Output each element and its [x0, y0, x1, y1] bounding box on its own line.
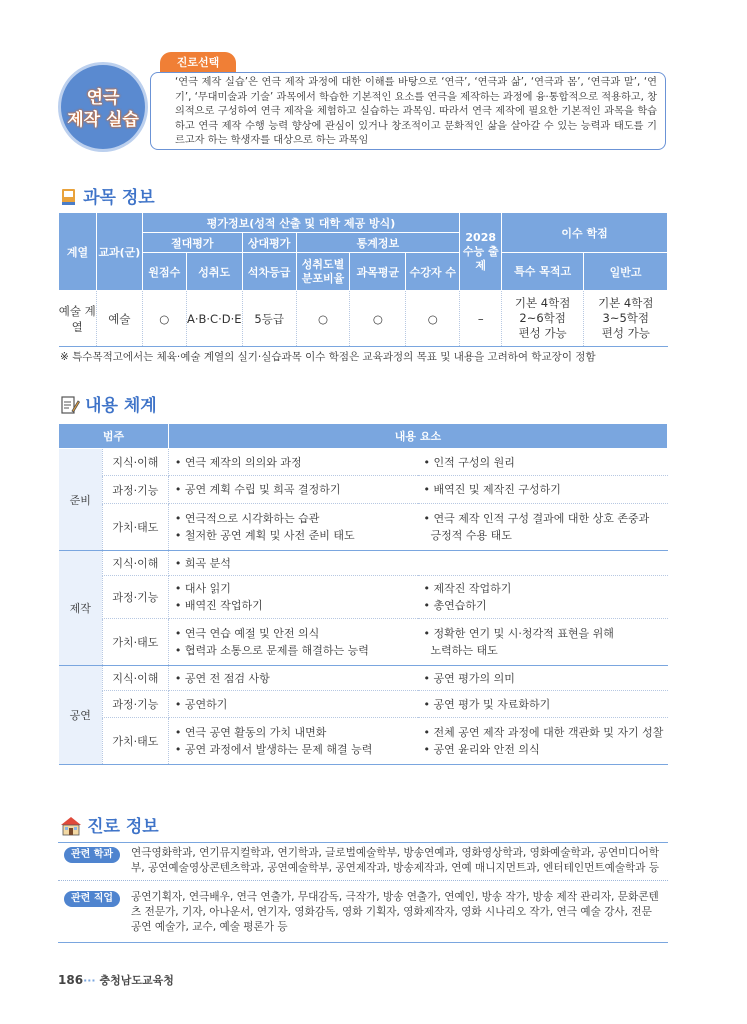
- content-cell-left: [168, 551, 417, 576]
- content-item: • 정확한 연기 및 시·청각적 표현을 위해: [423, 627, 614, 640]
- content-item: 노력하는 태도: [423, 644, 498, 657]
- th-field: 계열: [59, 213, 97, 291]
- content-item: • 전체 공연 제작 과정에 대한 객관화 및 자기 성찰: [423, 726, 664, 739]
- content-cell-left: [168, 576, 417, 619]
- content-cell-left: [168, 449, 417, 476]
- subcategory-cell: 지식·이해: [102, 449, 168, 476]
- cell-special-line: 편성 가능: [518, 326, 567, 340]
- content-item: • 공연 평가 및 자료화하기: [423, 697, 551, 711]
- page-footer: [58, 972, 174, 988]
- content-system-table: [58, 423, 668, 765]
- content-cell-right: [418, 551, 668, 576]
- content-item: • 공연 평가의 의미: [423, 671, 515, 685]
- content-row: [59, 504, 668, 551]
- footer-separator: ···: [83, 974, 96, 987]
- subject-info-title: 과목 정보: [83, 188, 155, 208]
- page-number: 186: [58, 973, 84, 987]
- content-row: [59, 576, 668, 619]
- career-info-title: 진로 정보: [87, 817, 159, 837]
- th-stats: 통계정보: [296, 233, 460, 253]
- subject-info-heading: [60, 183, 155, 210]
- content-cell-right: [418, 504, 668, 551]
- content-item: • 배역진 작업하기: [174, 599, 263, 612]
- subject-description: ‘연극 제작 실습’은 연극 제작 과정에 대한 이해를 바탕으로 ‘연극’, ‘연극과 삶’, ‘연극과 몸’, ‘연극과 말’, ‘연기’, ‘무대미술과 기술’ 과목에서 학습한 기본적인 요소를 연극을 제작하는 과정에 융·통합적으로 적용하고, 창의적으로 구성하여 연극 제작을 체험하고 실습하는 과목임. 따라서 연극 제작에 필요한 기본적인 과목을 학습하고 연극 제작 수행 능력 향상에 관심이 있거나 창조적이고 문화적인 삶을 살아갈 수 있는 능력과 태도를 기르고자 하는 학생자를 대상으로 하는 과목임: [150, 72, 666, 150]
- subject-info-table: [58, 212, 668, 347]
- content-cell-left: [168, 504, 417, 551]
- th-absolute: 절대평가: [142, 233, 242, 253]
- career-info-heading: [60, 812, 159, 840]
- th-students: 수강자 수: [406, 253, 460, 291]
- footer-org: 충청남도교육청: [99, 974, 174, 987]
- th-rank: 석차등급: [242, 253, 296, 291]
- th-distribution: 성취도별 분포비율: [296, 253, 350, 291]
- career-top-rule: [58, 842, 668, 843]
- category-cell: 공연: [59, 666, 103, 765]
- related-job-text: 공연기획자, 연극배우, 연극 연출가, 무대감독, 극작가, 방송 연출가, 연예인, 방송 작가, 방송 제작 관리자, 문화콘텐츠 전문가, 기자, 아나운서, 연기자, 영화감독, 영화 기획자, 영화제작자, 영화 시나리오 작가, 연극 예술 강사, 전문 공연 예술가, 교수, 예술 평론가 등: [131, 891, 659, 933]
- related-dept-text: 연극영화학과, 연기뮤지컬학과, 연기학과, 글로벌예술학부, 방송연예과, 영화영상학과, 영화예술학과, 공연미디어학부, 공연예술영상콘텐츠학과, 공연예술학부, 공연제작과, 방송제작과, 연예 매니지먼트과, 엔터테인먼트예술학과 등: [131, 847, 660, 874]
- cell-special: [502, 291, 584, 347]
- th-achievement: 성취도: [186, 253, 242, 291]
- content-item: • 협력과 소통으로 문제를 해결하는 능력: [174, 644, 369, 657]
- th-relative: 상대평가: [242, 233, 296, 253]
- content-row: [59, 476, 668, 504]
- content-item: • 인적 구성의 원리: [423, 455, 515, 469]
- subcategory-cell: 지식·이해: [102, 551, 168, 576]
- track-tag: 진로선택: [160, 52, 236, 74]
- related-job-label: 관련 직업: [64, 891, 120, 907]
- cell-curriculum: 예술: [96, 291, 142, 347]
- th-credits: 이수 학점: [502, 213, 668, 253]
- content-item: • 연극 연습 예절 및 안전 의식: [174, 627, 320, 640]
- th-general: 일반고: [584, 253, 668, 291]
- content-item: • 희곡 분석: [174, 556, 231, 570]
- content-cell-left: [168, 718, 417, 765]
- content-item: • 배역진 및 제작진 구성하기: [423, 483, 561, 496]
- content-item: • 총연습하기: [423, 599, 487, 612]
- th-eval-info: 평가정보(성적 산출 및 대학 제공 방식): [142, 213, 459, 233]
- subcategory-cell: 가치·태도: [102, 619, 168, 666]
- content-cell-right: [418, 718, 668, 765]
- cell-special-line: 2~6학점: [519, 311, 566, 325]
- category-cell: 제작: [59, 551, 103, 666]
- related-dept-label: 관련 학과: [64, 847, 120, 863]
- content-item: • 공연 과정에서 발생하는 문제 해결 능력: [174, 743, 373, 756]
- career-divider: [58, 880, 668, 881]
- subcategory-cell: 과정·기능: [102, 576, 168, 619]
- school-icon: [60, 816, 82, 840]
- subcategory-cell: 가치·태도: [102, 718, 168, 765]
- th-content: 내용 요소: [168, 424, 667, 449]
- content-cell-right: [418, 619, 668, 666]
- cell-field: 예술 계열: [59, 291, 97, 347]
- cell-average: ○: [350, 291, 406, 347]
- cell-general-line: 기본 4학점: [598, 296, 654, 310]
- content-item: 긍정적 수용 태도: [423, 529, 512, 542]
- book-icon: [60, 188, 78, 210]
- content-item: • 대사 읽기: [174, 582, 231, 595]
- subject-info-note: ※ 특수목적고에서는 체육·예술 계열의 실기·실습과목 이수 학점은 교육과정의 목표 및 내용을 고려하여 학교장이 정함: [60, 351, 596, 363]
- subcategory-cell: 지식·이해: [102, 666, 168, 691]
- content-cell-left: [168, 619, 417, 666]
- content-cell-right: [418, 449, 668, 476]
- content-item: • 연극적으로 시각화하는 습관: [174, 512, 320, 525]
- content-row: [59, 619, 668, 666]
- career-bottom-rule: [58, 942, 668, 943]
- content-cell-right: [418, 691, 668, 718]
- content-system-heading: [60, 391, 157, 419]
- content-item: • 공연 전 점검 사항: [174, 671, 270, 685]
- cell-distribution: ○: [296, 291, 350, 347]
- subcategory-cell: 과정·기능: [102, 691, 168, 718]
- th-average: 과목평균: [350, 253, 406, 291]
- content-item: • 공연하기: [174, 697, 228, 711]
- content-item: • 연극 제작의 의의와 과정: [174, 455, 302, 469]
- subject-title-badge: [58, 62, 148, 152]
- notepad-pencil-icon: [60, 395, 80, 419]
- content-item: • 연극 제작 인적 구성 결과에 대한 상호 존중과: [423, 512, 650, 525]
- content-row: [59, 666, 668, 691]
- content-row: [59, 551, 668, 576]
- content-cell-left: [168, 691, 417, 718]
- cell-achievement: A·B·C·D·E: [186, 291, 242, 347]
- subcategory-cell: 과정·기능: [102, 476, 168, 504]
- cell-students: ○: [406, 291, 460, 347]
- content-cell-right: [418, 476, 668, 504]
- cell-rank: 5등급: [242, 291, 296, 347]
- subcategory-cell: 가치·태도: [102, 504, 168, 551]
- content-row: [59, 718, 668, 765]
- content-item: • 철저한 공연 계획 및 사전 준비 태도: [174, 529, 355, 542]
- cell-general-line: 편성 가능: [601, 326, 650, 340]
- subject-title-line1: 연극: [86, 88, 120, 108]
- cell-general-line: 3~5학점: [602, 311, 650, 325]
- subject-title-line2: 제작 실습: [67, 110, 139, 130]
- th-csat: 2028 수능 출제: [460, 213, 502, 291]
- category-cell: 준비: [59, 449, 103, 551]
- cell-special-line: 기본 4학점: [514, 296, 571, 310]
- th-curriculum: 교과(군): [96, 213, 142, 291]
- cell-general: [584, 291, 668, 347]
- th-category: 범주: [59, 424, 169, 449]
- cell-csat: –: [460, 291, 502, 347]
- th-special: 특수 목적고: [502, 253, 584, 291]
- content-item: • 공연 계획 수립 및 희곡 결정하기: [174, 483, 341, 496]
- content-cell-left: [168, 476, 417, 504]
- content-cell-right: [418, 666, 668, 691]
- content-row: [59, 449, 668, 476]
- content-row: [59, 691, 668, 718]
- th-raw-score: 원점수: [142, 253, 186, 291]
- content-system-title: 내용 체계: [85, 396, 157, 416]
- content-item: • 연극 공연 활동의 가치 내면화: [174, 726, 327, 739]
- content-cell-left: [168, 666, 417, 691]
- cell-raw-score: ○: [142, 291, 186, 347]
- content-item: • 공연 윤리와 안전 의식: [423, 743, 540, 756]
- content-item: • 제작진 작업하기: [423, 582, 512, 595]
- content-cell-right: [418, 576, 668, 619]
